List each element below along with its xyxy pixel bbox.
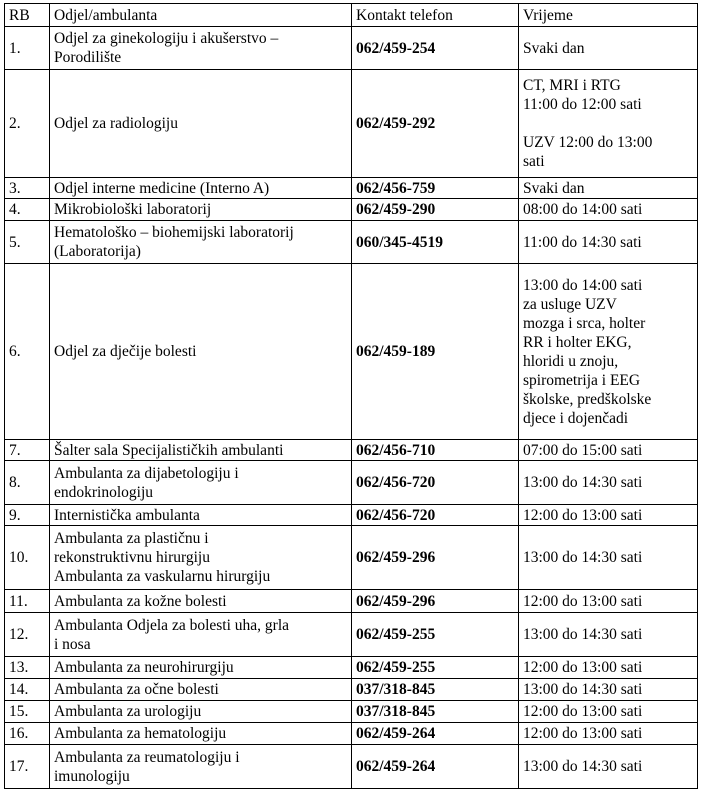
contact-phone: 062/459-290 (352, 199, 519, 221)
row-number: 12. (5, 613, 50, 657)
row-number: 1. (5, 27, 50, 70)
table-row (5, 745, 698, 789)
working-hours: 13:00 do 14:30 sati (519, 613, 698, 657)
header-time: Vrijeme (519, 4, 698, 27)
department-name: Odjel za radiologiju (50, 70, 352, 178)
working-hours: 13:00 do 14:00 sati za usluge UZV mozga i srca, holter RR i holter EKG, hloridi u znoju, spirometrija i EEG školske, predškolske djece i dojenčadi (519, 264, 698, 440)
table-row (5, 199, 698, 221)
department-name: Odjel za dječije bolesti (50, 264, 352, 440)
header-department: Odjel/ambulanta (50, 4, 352, 27)
working-hours: CT, MRI i RTG 11:00 do 12:00 sati UZV 12:00 do 13:00 sati (519, 70, 698, 178)
department-name: Internistička ambulanta (50, 505, 352, 526)
row-number: 17. (5, 745, 50, 789)
row-number: 4. (5, 199, 50, 221)
contact-phone: 037/318-845 (352, 701, 519, 723)
department-name: Ambulanta za urologiju (50, 701, 352, 723)
table-row (5, 27, 698, 70)
contact-phone: 062/459-189 (352, 264, 519, 440)
row-number: 3. (5, 178, 50, 199)
contact-phone: 062/459-296 (352, 590, 519, 613)
department-name: Ambulanta za očne bolesti (50, 679, 352, 701)
table-row (5, 264, 698, 440)
table-row (5, 221, 698, 264)
contact-phone: 062/459-292 (352, 70, 519, 178)
row-number: 6. (5, 264, 50, 440)
working-hours: 13:00 do 14:30 sati (519, 526, 698, 590)
table-row (5, 679, 698, 701)
contact-phone: 062/459-264 (352, 723, 519, 745)
table-row (5, 440, 698, 461)
working-hours: 12:00 do 13:00 sati (519, 505, 698, 526)
table-row (5, 461, 698, 505)
contact-phone: 037/318-845 (352, 679, 519, 701)
contact-phone: 062/456-710 (352, 440, 519, 461)
department-name: Hematološko – biohemijski laboratorij (Laboratorija) (50, 221, 352, 264)
working-hours: 12:00 do 13:00 sati (519, 657, 698, 679)
row-number: 15. (5, 701, 50, 723)
row-number: 10. (5, 526, 50, 590)
header-row (5, 4, 698, 27)
table-row (5, 657, 698, 679)
header-phone: Kontakt telefon (352, 4, 519, 27)
contact-table (4, 3, 698, 789)
working-hours: 13:00 do 14:30 sati (519, 679, 698, 701)
table-row (5, 178, 698, 199)
working-hours: 13:00 do 14:30 sati (519, 745, 698, 789)
working-hours: 12:00 do 13:00 sati (519, 590, 698, 613)
department-name: Ambulanta za kožne bolesti (50, 590, 352, 613)
contact-phone: 062/459-254 (352, 27, 519, 70)
table-row (5, 526, 698, 590)
department-name: Ambulanta Odjela za bolesti uha, grla i nosa (50, 613, 352, 657)
contact-phone: 062/456-720 (352, 461, 519, 505)
row-number: 7. (5, 440, 50, 461)
department-name: Šalter sala Specijalističkih ambulanti (50, 440, 352, 461)
department-name: Mikrobiološki laboratorij (50, 199, 352, 221)
contact-phone: 062/459-264 (352, 745, 519, 789)
working-hours: 13:00 do 14:30 sati (519, 461, 698, 505)
working-hours: 11:00 do 14:30 sati (519, 221, 698, 264)
department-name: Odjel interne medicine (Interno A) (50, 178, 352, 199)
working-hours: Svaki dan (519, 27, 698, 70)
department-name: Ambulanta za hematologiju (50, 723, 352, 745)
working-hours: 08:00 do 14:00 sati (519, 199, 698, 221)
department-name: Ambulanta za dijabetologiju i endokrinologiju (50, 461, 352, 505)
row-number: 8. (5, 461, 50, 505)
contact-phone: 062/459-255 (352, 613, 519, 657)
table-row (5, 723, 698, 745)
department-name: Ambulanta za reumatologiju i imunologiju (50, 745, 352, 789)
row-number: 9. (5, 505, 50, 526)
contact-phone: 062/456-759 (352, 178, 519, 199)
department-name: Ambulanta za plastičnu i rekonstruktivnu hirurgiju Ambulanta za vaskularnu hirurgiju (50, 526, 352, 590)
row-number: 13. (5, 657, 50, 679)
working-hours: 07:00 do 15:00 sati (519, 440, 698, 461)
table-row (5, 70, 698, 178)
contact-phone: 062/459-296 (352, 526, 519, 590)
working-hours: 12:00 do 13:00 sati (519, 701, 698, 723)
row-number: 16. (5, 723, 50, 745)
table-row (5, 505, 698, 526)
department-name: Odjel za ginekologiju i akušerstvo – Porodilište (50, 27, 352, 70)
contact-phone: 062/459-255 (352, 657, 519, 679)
table-row (5, 613, 698, 657)
header-rb: RB (5, 4, 50, 27)
row-number: 5. (5, 221, 50, 264)
contact-phone: 062/456-720 (352, 505, 519, 526)
contact-phone: 060/345-4519 (352, 221, 519, 264)
table-row (5, 701, 698, 723)
department-name: Ambulanta za neurohirurgiju (50, 657, 352, 679)
row-number: 14. (5, 679, 50, 701)
table-body (5, 27, 698, 789)
row-number: 11. (5, 590, 50, 613)
working-hours: Svaki dan (519, 178, 698, 199)
table-row (5, 590, 698, 613)
working-hours: 12:00 do 13:00 sati (519, 723, 698, 745)
row-number: 2. (5, 70, 50, 178)
